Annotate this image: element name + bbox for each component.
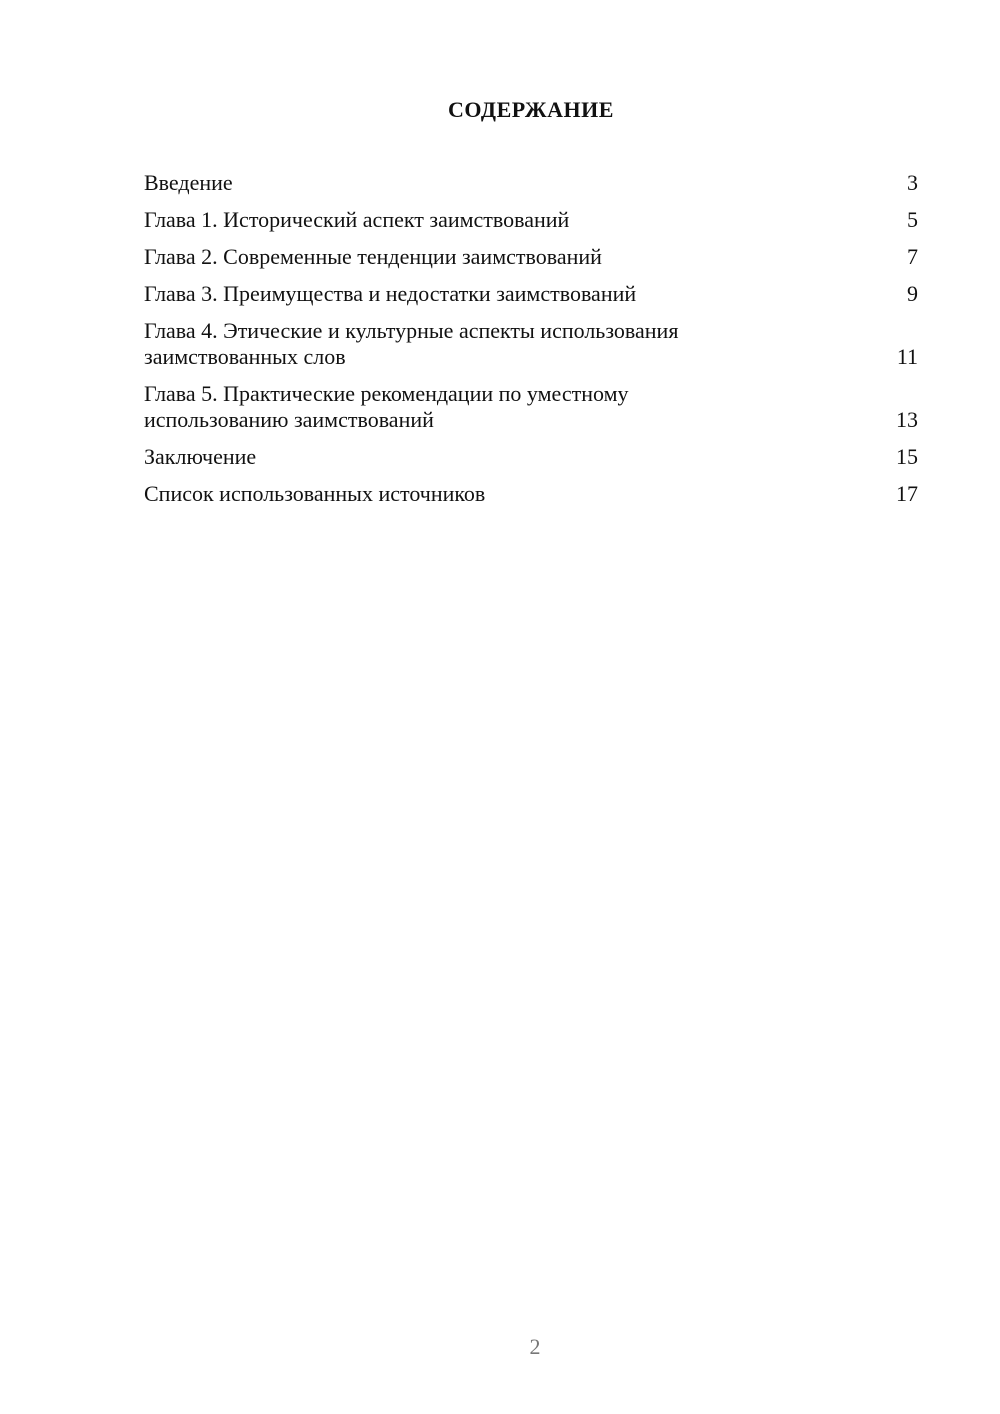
toc-entry-page: 15 — [896, 444, 918, 469]
toc-entry-page: 17 — [896, 481, 918, 506]
toc-entry-title: Глава 3. Преимущества и недостатки заимствований — [144, 281, 637, 306]
toc-entry-title: Глава 1. Исторический аспект заимствований — [144, 207, 570, 232]
toc-entry-conclusion[interactable] — [144, 444, 918, 470]
toc-entry-title: Список использованных источников — [144, 481, 486, 506]
toc-entry-page: 9 — [907, 281, 918, 306]
toc-entry-introduction[interactable] — [144, 170, 918, 196]
toc-entry-references[interactable] — [144, 481, 918, 507]
toc-entry-page: 5 — [907, 207, 918, 232]
toc-entry-title: Глава 5. Практические рекомендации по уместному использованию заимствований — [144, 381, 629, 432]
toc-entry-page: 3 — [907, 170, 918, 195]
toc-entry-chapter-5[interactable] — [144, 381, 918, 433]
toc-entry-page: 11 — [896, 344, 918, 369]
toc-entry-chapter-2[interactable] — [144, 244, 918, 270]
table-of-contents — [144, 170, 918, 518]
toc-entry-page: 13 — [896, 407, 918, 432]
toc-entry-chapter-3[interactable] — [144, 281, 918, 307]
toc-entry-title: Введение — [144, 170, 233, 195]
toc-entry-title: Заключение — [144, 444, 257, 469]
toc-entry-title: Глава 4. Этические и культурные аспекты использования заимствованных слов — [144, 318, 679, 369]
page-title: СОДЕРЖАНИЕ — [448, 97, 614, 122]
toc-entry-chapter-4[interactable] — [144, 318, 918, 370]
toc-entry-title: Глава 2. Современные тенденции заимствований — [144, 244, 602, 269]
toc-entry-chapter-1[interactable] — [144, 207, 918, 233]
toc-entry-page: 7 — [907, 244, 918, 269]
page-number: 2 — [529, 1334, 541, 1359]
